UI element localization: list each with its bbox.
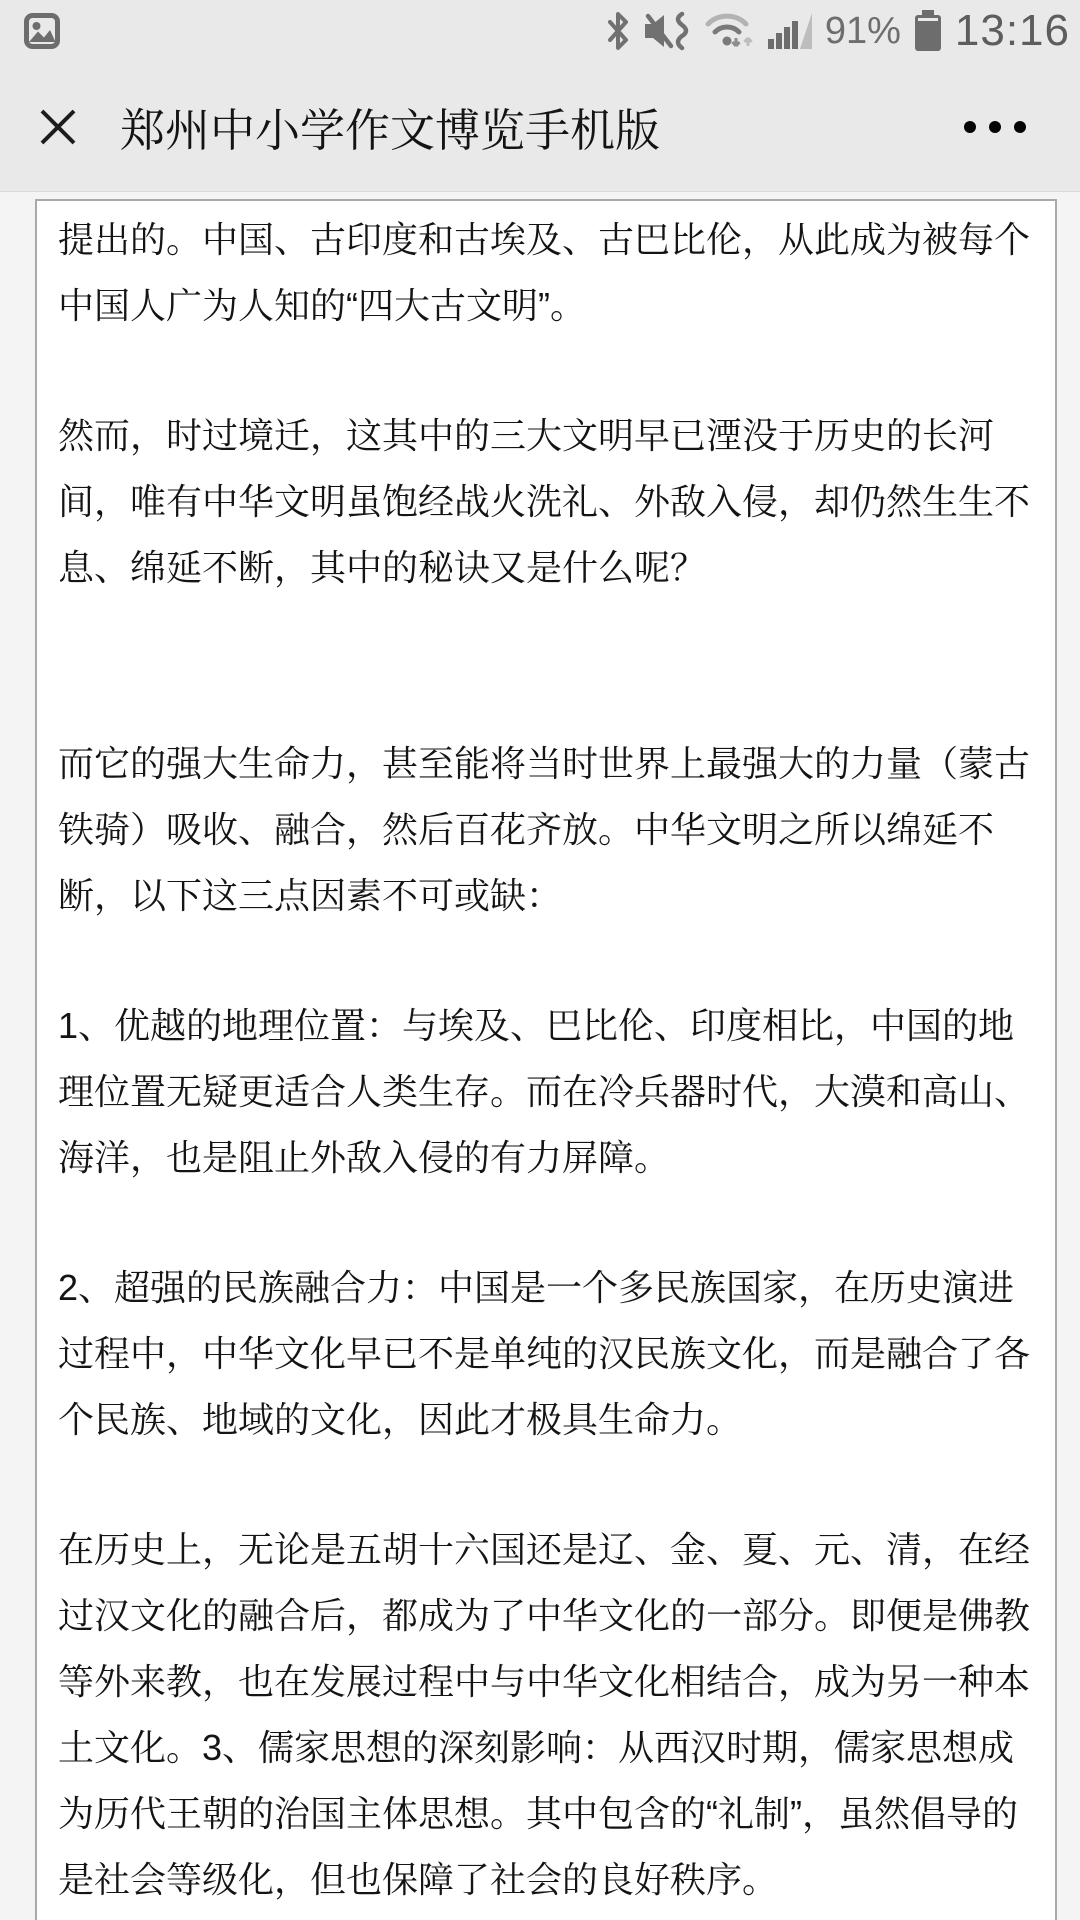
article-text <box>58 207 1034 1913</box>
article-paragraph <box>58 665 1034 731</box>
bluetooth-icon <box>605 11 631 51</box>
status-bar <box>0 0 1080 62</box>
article-paragraph: 在历史上，无论是五胡十六国还是辽、金、夏、元、清，在经过汉文化的融合后，都成为了中华文化的一部分。即便是佛教等外来教，也在发展过程中与中华文化相结合，成为另一种本土文化。3、儒家思想的深刻影响：从西汉时期，儒家思想成为历代王朝的治国主体思想。其中包含的“礼制”，虽然倡导的是社会等级化，但也保障了社会的良好秩序。 <box>58 1529 1031 1900</box>
more-options-icon <box>989 121 1001 133</box>
screenshot-thumbnail-icon <box>24 13 60 49</box>
signal-strength-icon <box>768 11 812 51</box>
page-title: 郑州中小学作文博览手机版 <box>120 105 661 156</box>
article-paragraph: 1、优越的地理位置：与埃及、巴比伦、印度相比，中国的地理位置无疑更适合人类生存。而在冷兵器时代，大漠和高山、海洋，也是阻止外敌入侵的有力屏障。 <box>58 1005 1031 1178</box>
close-icon <box>38 107 78 147</box>
more-options-icon <box>964 121 976 133</box>
article-scroll-area[interactable] <box>0 193 1080 1920</box>
article-paragraph: 2、超强的民族融合力：中国是一个多民族国家，在历史演进过程中，中华文化早已不是单纯的汉民族文化，而是融合了各个民族、地域的文化，因此才极具生命力。 <box>58 1267 1031 1440</box>
wifi-icon <box>703 10 755 52</box>
article-paragraph: 而它的强大生命力，甚至能将当时世界上最强大的力量（蒙古铁骑）吸收、融合，然后百花齐放。中华文明之所以绵延不断，以下这三点因素不可或缺： <box>58 743 1031 916</box>
article-content-box <box>35 199 1057 1920</box>
battery-icon <box>914 10 942 52</box>
more-options-icon <box>1014 121 1026 133</box>
article-paragraph: 然而，时过境迁，这其中的三大文明早已湮没于历史的长河间，唯有中华文明虽饱经战火洗礼、外敌入侵，却仍然生生不息、绵延不断，其中的秘诀又是什么呢？ <box>58 415 1031 588</box>
article-paragraph: 提出的。中国、古印度和古埃及、古巴比伦，从此成为被每个中国人广为人知的“四大古文明”。 <box>58 219 1031 326</box>
more-options-button[interactable] <box>958 111 1032 143</box>
sound-muted-icon <box>644 11 690 51</box>
clock-time: 13:16 <box>954 6 1070 55</box>
webview-header <box>0 62 1080 192</box>
battery-percent: 91% <box>824 10 901 52</box>
close-button[interactable] <box>36 105 80 149</box>
